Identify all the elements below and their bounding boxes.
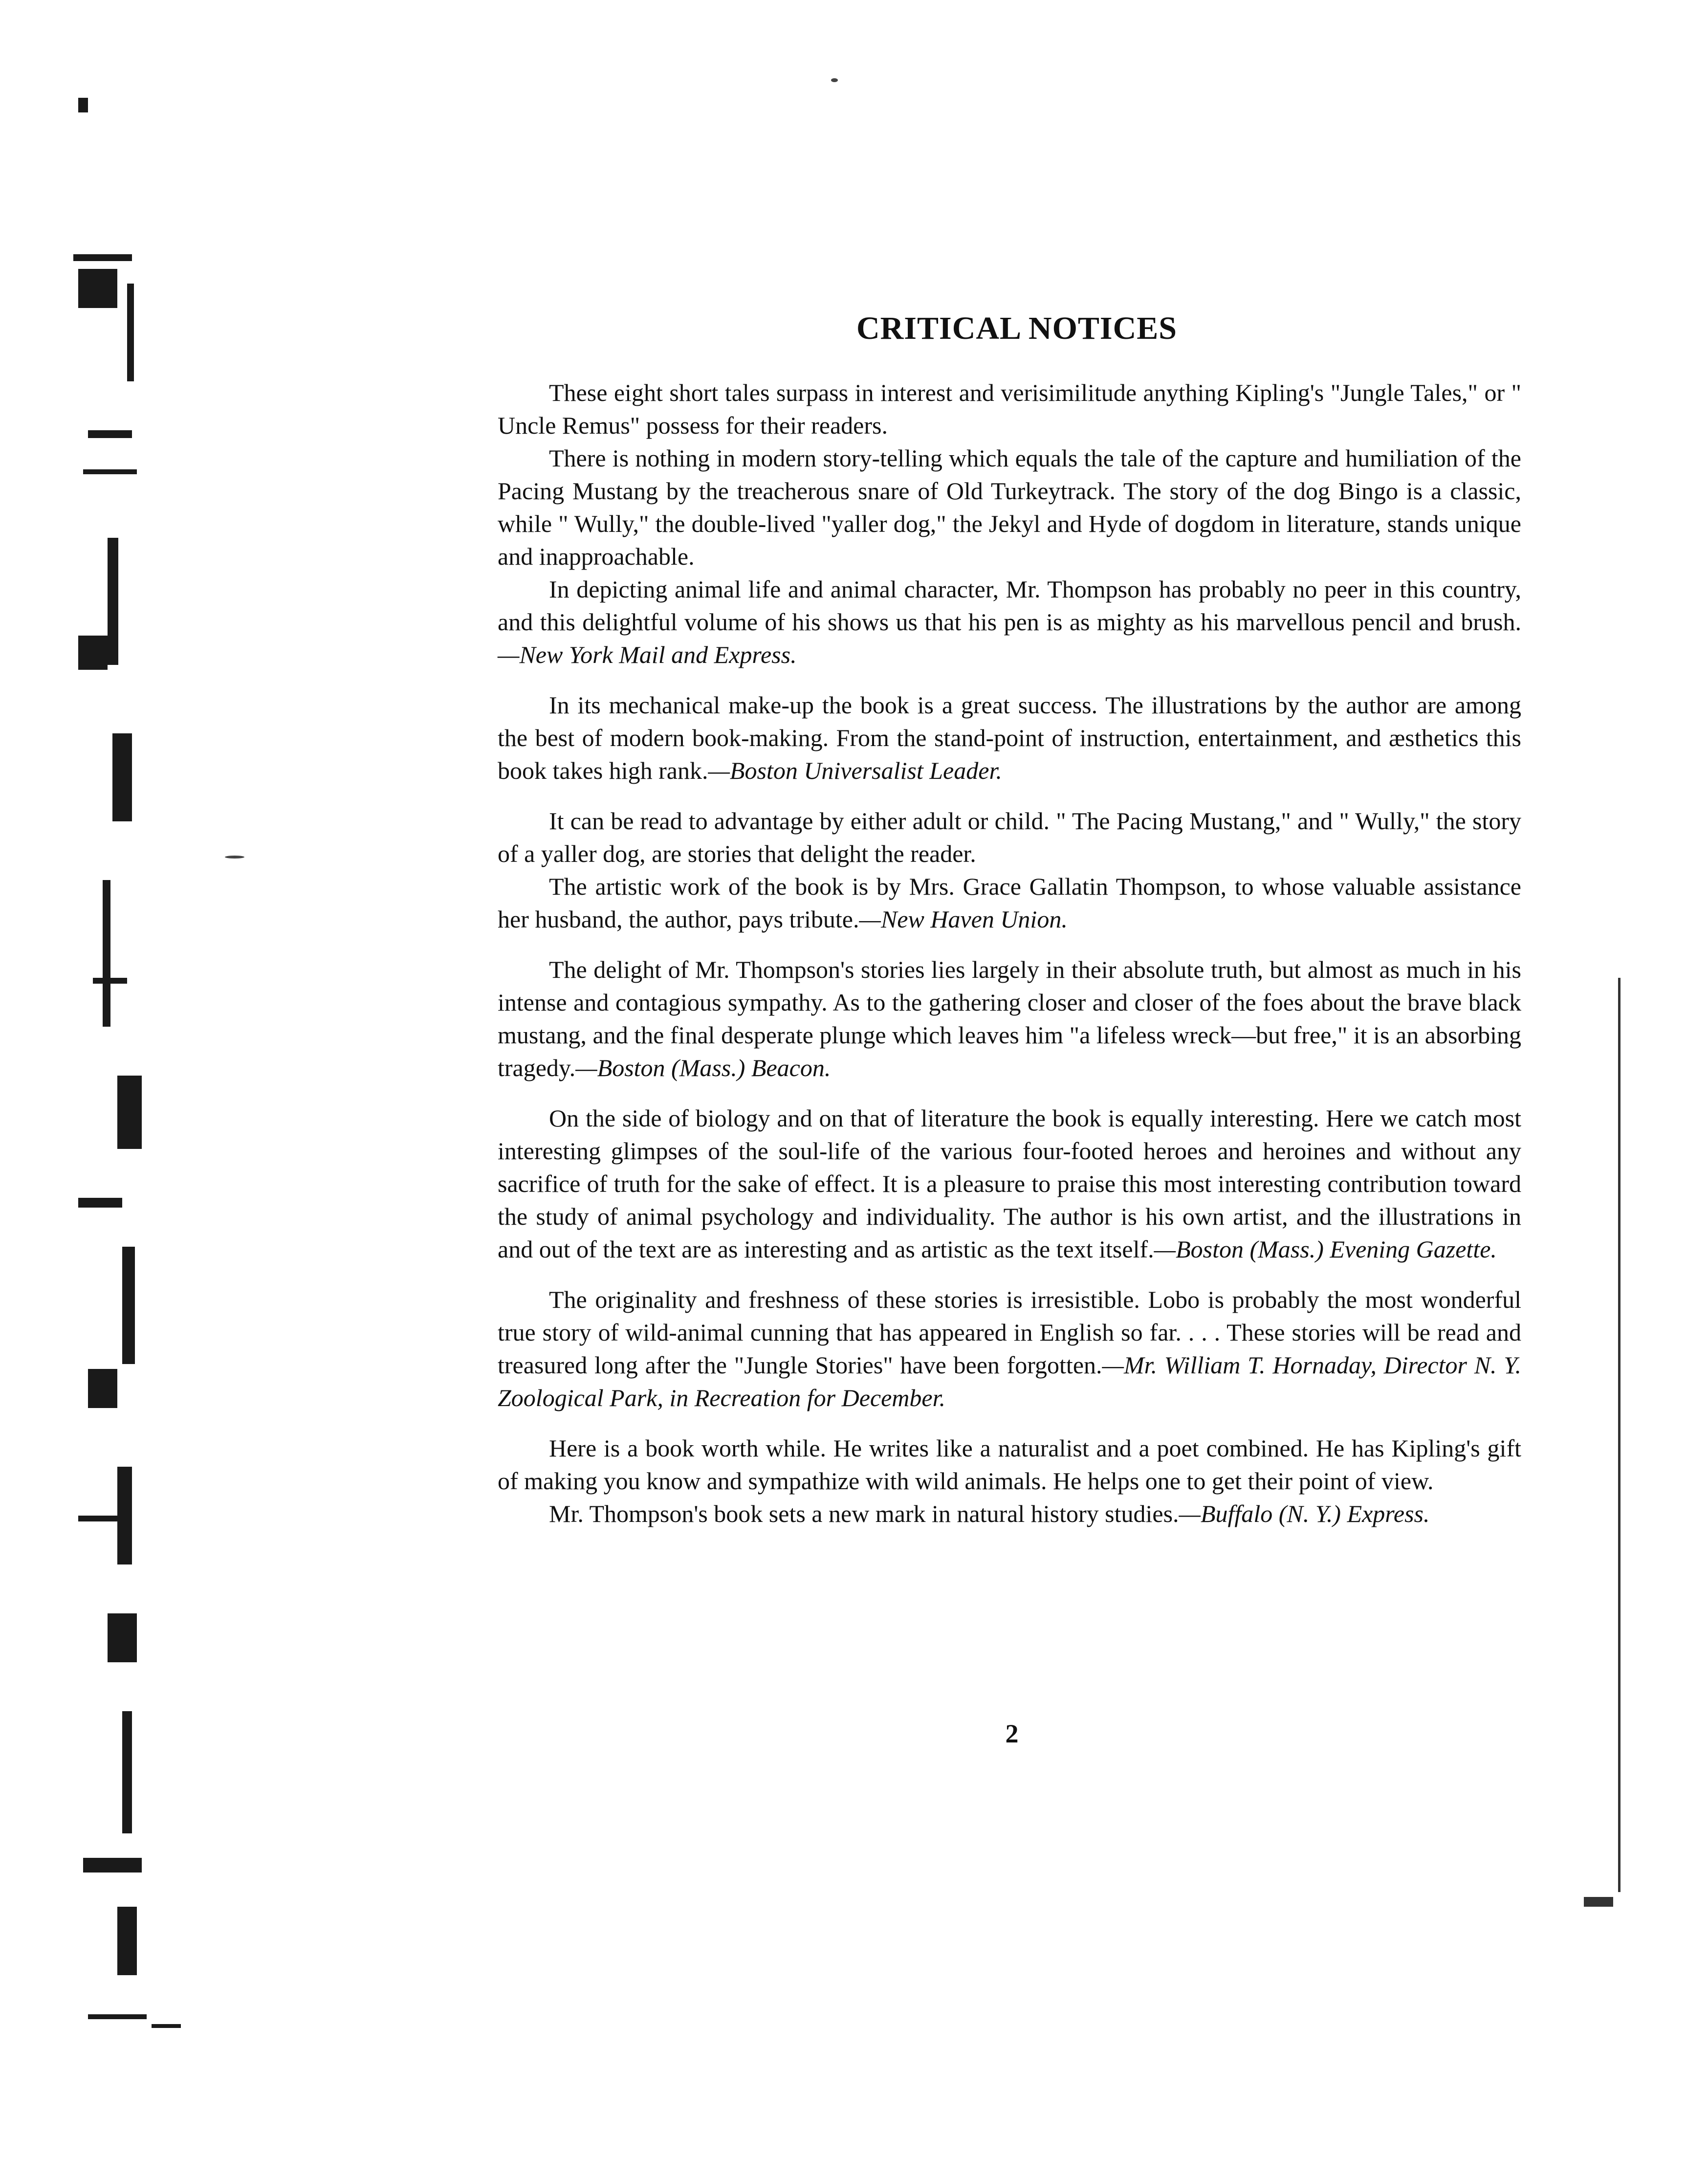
notice-paragraph <box>498 376 1521 442</box>
notice-source: —Boston (Mass.) Evening Gazette. <box>1154 1235 1497 1263</box>
notice-paragraph <box>498 442 1521 573</box>
critical-notice <box>498 1283 1521 1414</box>
corner-smudge <box>1584 1897 1613 1907</box>
notice-paragraph <box>498 1102 1521 1266</box>
notice-paragraph <box>498 870 1521 936</box>
notice-text: These eight short tales surpass in interest and verisimilitude anything Kipling's "Jungle Tales," or " Uncle Remus" possess for their readers. <box>498 379 1521 439</box>
notice-paragraph <box>498 805 1521 870</box>
critical-notice <box>498 376 1521 671</box>
notice-text: In its mechanical make-up the book is a great success. The illustrations by the author are among the best of modern book-making. From the stand-point of instruction, entertainment, and æsthetics this book takes high rank. <box>498 691 1521 784</box>
notice-paragraph <box>498 573 1521 671</box>
notice-text: It can be read to advantage by either adult or child. " The Pacing Mustang," and " Wully," the story of a yaller dog, are stories that delight the reader. <box>498 807 1521 867</box>
notice-text: There is nothing in modern story-telling which equals the tale of the capture and humiliation of the Pacing Mustang by the treacherous snare of Old Turkeytrack. The story of the dog Bingo is a classic, while " Wully," the double-lived "yaller dog," the Jekyl and Hyde of dogdom in literature, stands unique and inapproachable. <box>498 444 1521 570</box>
notice-text: In depicting animal life and animal character, Mr. Thompson has probably no peer in this country, and this delightful volume of his shows us that his pen is as mighty as his marvellous pencil and brush. <box>498 575 1521 636</box>
speck <box>831 78 838 82</box>
notice-paragraph <box>498 1432 1521 1498</box>
notice-source: —Boston (Mass.) Beacon. <box>575 1054 831 1081</box>
notice-paragraph <box>498 1498 1521 1530</box>
speck <box>225 856 244 859</box>
page-title: CRITICAL NOTICES <box>856 310 1178 346</box>
right-edge-artifact <box>1618 978 1620 1892</box>
notice-text: On the side of biology and on that of literature the book is equally interesting. Here we catch most interesting glimpses of the soul-life of the various four-footed heroes and heroines and without any sacrifice of truth for the sake of effect. It is a pleasure to praise this most interesting contribution toward the study of animal psychology and individuality. The author is his own artist, and the illustrations in and out of the text are as interesting and as artistic as the text itself. <box>498 1104 1521 1263</box>
notice-source: —New York Mail and Express. <box>498 641 797 668</box>
notice-paragraph <box>498 1283 1521 1414</box>
notice-text: The delight of Mr. Thompson's stories lies largely in their absolute truth, but almost as much in his intense and contagious sympathy. As to the gathering closer and closer of the foes about the brave black mustang, and the final desperate plunge which leaves him "a lifeless wreck—but free," it is an absorbing tragedy. <box>498 956 1521 1081</box>
notice-text: The originality and freshness of these stories is irresistible. Lobo is probably the most wonderful true story of wild-animal cunning that has appeared in English so far. . . . These stories will be read and treasured long after the "Jungle Stories" have been forgotten. <box>498 1286 1521 1379</box>
notice-source: —Buffalo (N. Y.) Express. <box>1179 1500 1430 1527</box>
notice-source: —New Haven Union. <box>859 905 1068 933</box>
notice-source: —Boston Universalist Leader. <box>708 757 1002 784</box>
notice-text: Mr. Thompson's book sets a new mark in natural history studies. <box>549 1500 1179 1527</box>
notice-text: The artistic work of the book is by Mrs. Grace Gallatin Thompson, to whose valuable assistance her husband, the author, pays tribute. <box>498 873 1521 933</box>
critical-notice <box>498 689 1521 787</box>
critical-notice <box>498 1432 1521 1530</box>
notice-text: Here is a book worth while. He writes like a naturalist and a poet combined. He has Kipling's gift of making you know and sympathize with wild animals. He helps one to get their point of view. <box>498 1434 1521 1495</box>
notices-body <box>498 376 1521 1548</box>
notice-paragraph <box>498 689 1521 787</box>
critical-notice <box>498 953 1521 1084</box>
notice-paragraph <box>498 953 1521 1084</box>
page-number: 2 <box>1005 1719 1019 1748</box>
critical-notice <box>498 1102 1521 1266</box>
notice-source: —Mr. William T. Hornaday, Director N. Y. Zoological Park, in Recreation for December. <box>498 1351 1522 1411</box>
critical-notice <box>498 805 1521 936</box>
binding-edge-artifact <box>59 98 186 2053</box>
